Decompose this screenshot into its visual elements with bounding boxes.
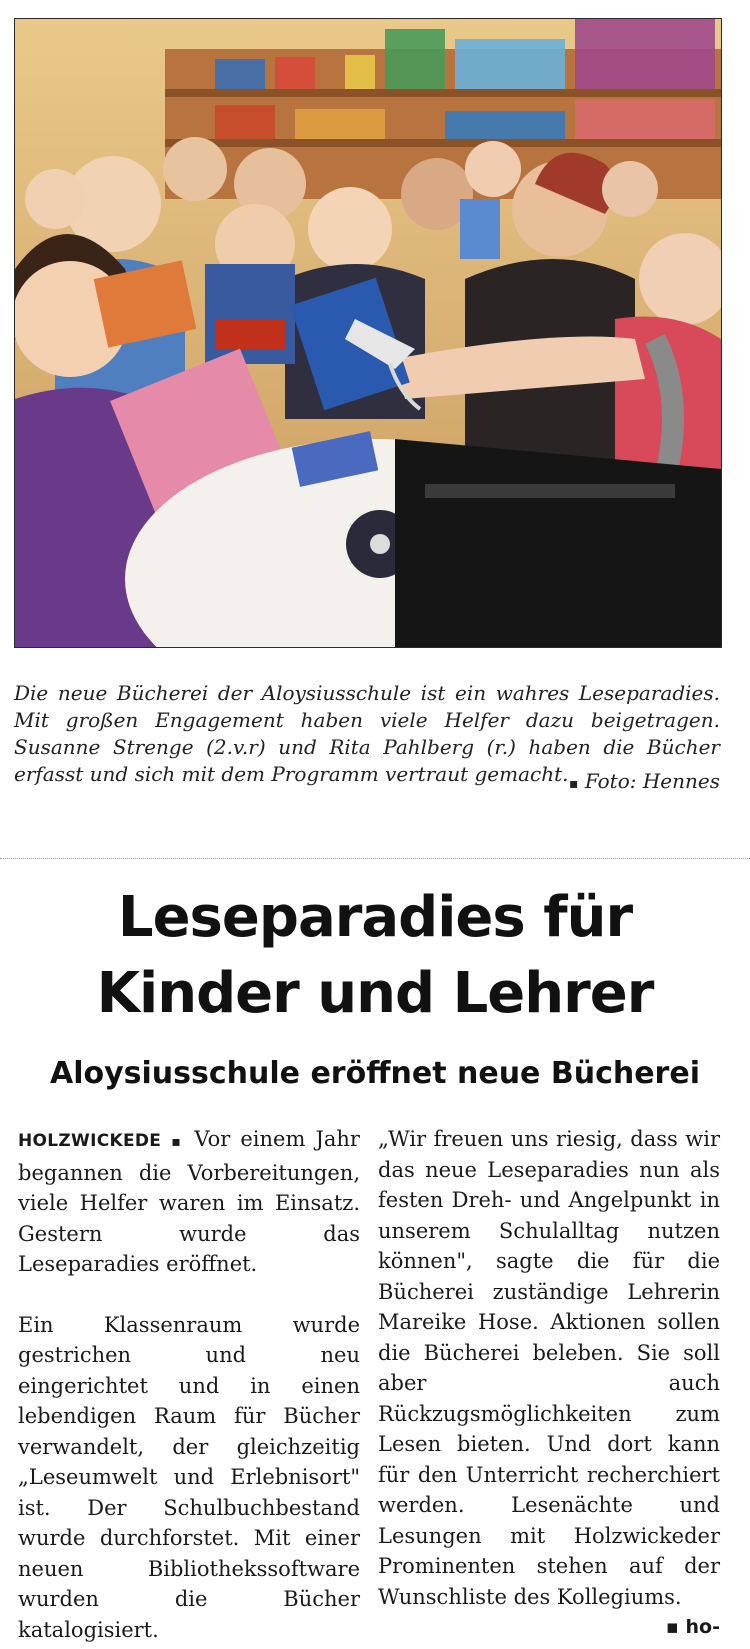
paragraph-1 — [18, 1124, 360, 1280]
photo-caption: Die neue Bücherei der Aloysiusschule ist ein wahres Leseparadies. Mit großen Engagement haben viele Helfer dazu beigetragen. Susanne Strenge (2.v.r) und Rita Pahlberg (r.) haben die Bücher erfasst und sich mit dem Programm vertraut gemacht. — [14, 681, 720, 786]
credit-text: Foto: Hennes — [584, 769, 720, 793]
credit-bullet: ▪ — [569, 776, 579, 792]
photo-credit — [569, 768, 720, 798]
photo-illustration — [15, 19, 721, 647]
divider — [0, 858, 750, 859]
article-column-2 — [378, 1124, 720, 1643]
paragraph-3: „Wir freuen uns riesig, dass wir das neue Leseparadies nun als festen Dreh- und Angelpunkt in unserem Schulalltag nutzen können", sagte die für die Bücherei zuständige Lehrerin Mareike Hose. Aktionen sollen die Bücherei beleben. Sie soll aber auch Rückzugsmöglichkeiten zum Lesen bieten. Und dort kann für den Unterricht recherchiert werden. Lesenächte und Lesungen mit Holzwickeder Prominenten stehen auf der Wunschliste des Kollegiums. — [378, 1127, 720, 1609]
paragraph-2: Ein Klassenraum wurde gestrichen und neu eingerichtet und in einen lebendigen Raum für Bücher verwandelt, der gleichzeitig „Leseumwelt und Erlebnisort" ist. Der Schulbuchbestand wurde durchforstet. Mit einer neuen Bibliothekssoftware wurden die Bücher katalogisiert. — [18, 1312, 360, 1642]
headline-line-1: Leseparadies für — [117, 885, 633, 950]
article-column-1 — [18, 1124, 360, 1645]
author-signature: ▪ ho- — [666, 1616, 720, 1638]
headline — [0, 880, 750, 1032]
subheadline: Aloysiusschule eröffnet neue Bücherei — [50, 1056, 700, 1091]
dateline-bullet: ▪ — [171, 1134, 185, 1150]
headline-line-2: Kinder und Lehrer — [96, 961, 654, 1026]
article-photo — [14, 18, 722, 648]
dateline: HOLZWICKEDE — [18, 1131, 162, 1151]
paragraph-1-text: Vor einem Jahr begannen die Vorbereitungen, viele Helfer waren im Einsatz. Gestern wurde das Leseparadies eröffnet. — [18, 1127, 360, 1276]
